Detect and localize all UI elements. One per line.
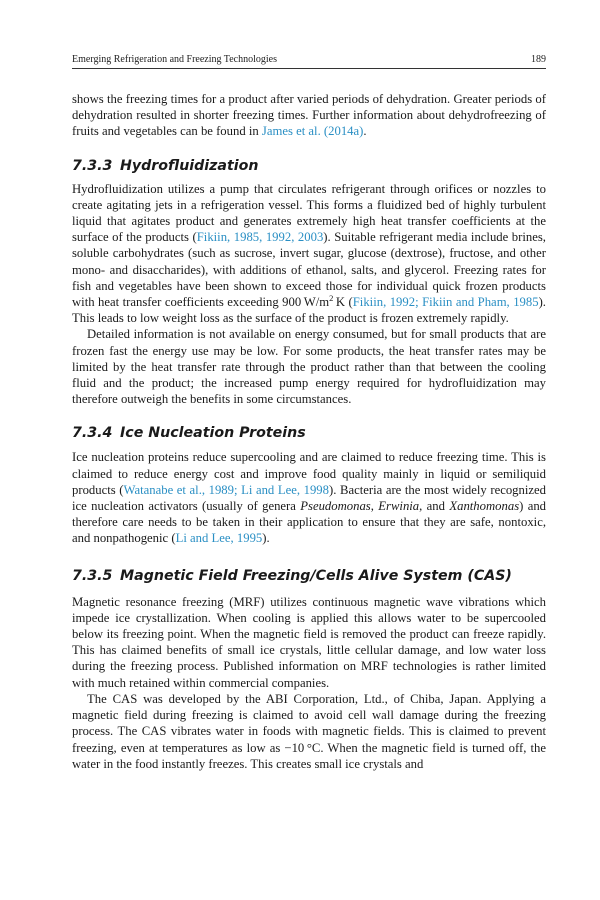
section-number: 7.3.3 [72,157,113,174]
citation-link[interactable]: Watanabe et al., 1989; Li and Lee, 1998 [123,482,329,497]
section-heading-7-3-3 [72,158,546,174]
section-title: Magnetic Field Freezing/Cells Alive System (CAS) [120,567,512,584]
text-run: Hydrofluidization utilizes a pump that circulates refrigerant through orifices or nozzles to create agitating jets in a refrigeration vessel. This forms a fluidized bed of highly turbulent liquid that agitates product and generates extremely high heat transfer coefficients at the surface of the products ( [72,181,546,245]
genus-name: Pseudomonas [300,499,371,514]
intro-end: . [363,124,367,139]
text-run: ) and therefore care needs to be taken in their application to ensure that they are safe, nontoxic, and nonpathogenic ( [72,499,547,546]
citation-link[interactable]: Fikiin, 1985, 1992, 2003 [196,230,324,245]
section-number: 7.3.4 [72,425,113,442]
magnetic-field-paragraph-1: Magnetic resonance freezing (MRF) utilizes continuous magnetic wave vibrations which impede ice crystallization. When cooling is applied this allows water to be supercooled below its freezing point. When the magnetic field is removed the product can freeze rapidly. This has claimed benefits of small ice crystals, little cellular damage, and low water loss during the freezing process. Published information on MRF technologies is rather limited with much retained within commercial companies. [72,594,546,690]
text-run: , [370,499,379,514]
hydrofluidization-paragraph-2: Detailed information is not available on energy consumed, but for small products that are frozen fast the energy use may be low. For some products, the heat transfer rates may be limited by the heat transfer rate through the product rather than that between the cooling fluid and the product; the increased pump energy required for hydrofluidization may therefore outweigh the benefits in some circumstances. [72,327,546,407]
text-run: ). Bacteria are the most widely recognized ice nucleation activators (usually of genera [72,482,546,514]
section-heading-7-3-4 [72,425,546,441]
hydrofluidization-paragraph-1 [72,181,546,327]
text-run: , and [419,499,450,514]
running-head [72,54,546,69]
citation-link[interactable]: Li and Lee, 1995 [175,531,263,546]
genus-name: Erwinia [378,499,420,514]
section-title: Hydrofluidization [120,157,259,174]
text-run: Ice nucleation proteins reduce supercooling and are claimed to reduce freezing time. This is claimed to reduce energy cost and improve food quality mainly in liquid or semiliquid products ( [72,450,546,497]
text-run: K ( [333,295,353,310]
page [72,54,546,772]
text-run: ). [262,531,270,546]
body-text [72,91,546,772]
intro-paragraph [72,91,546,140]
running-title: Emerging Refrigeration and Freezing Technologies [72,54,277,65]
superscript: 2 [329,292,334,303]
text-run: ). This leads to low weight loss as the surface of the product is frozen extremely rapidly. [72,295,546,326]
ice-nucleation-paragraph [72,449,546,546]
citation-link[interactable]: James et al. (2014a) [261,124,364,139]
section-title: Ice Nucleation Proteins [120,425,306,442]
text-run: ). Suitable refrigerant media include brines, soluble carbohydrates (such as sucrose, invert sugar, glucose (dextrose), fructose, and other mono- and disaccharides), with additions of ethanol, salts, and glycerol. Freezing rates for fish and vegetables have been shown to exceed those for individual quick frozen products with heat transfer coefficients exceeding 900 W/m [72,230,546,310]
magnetic-field-paragraph-2: The CAS was developed by the ABI Corporation, Ltd., of Chiba, Japan. Applying a magnetic field during freezing is claimed to avoid cell wall damage during the freezing process. The CAS vibrates water in foods with magnetic fields. This is claimed to prevent freezing, even at temperatures as low as −10 °C. When the magnetic field is turned off, the water in the food instantly freezes. This creates small ice crystals and [72,691,546,771]
intro-text: shows the freezing times for a product after varied periods of dehydration. Greater periods of dehydration resulted in shorter freezing times. Further information about dehydrofreezing of fruits and vegetables can be found in [72,92,546,139]
citation-link[interactable]: Fikiin, 1992; Fikiin and Pham, 1985 [352,295,539,310]
genus-name: Xanthomonas [449,499,520,514]
section-heading-7-3-5 [72,568,546,584]
section-number: 7.3.5 [72,567,113,584]
page-number: 189 [531,54,546,65]
